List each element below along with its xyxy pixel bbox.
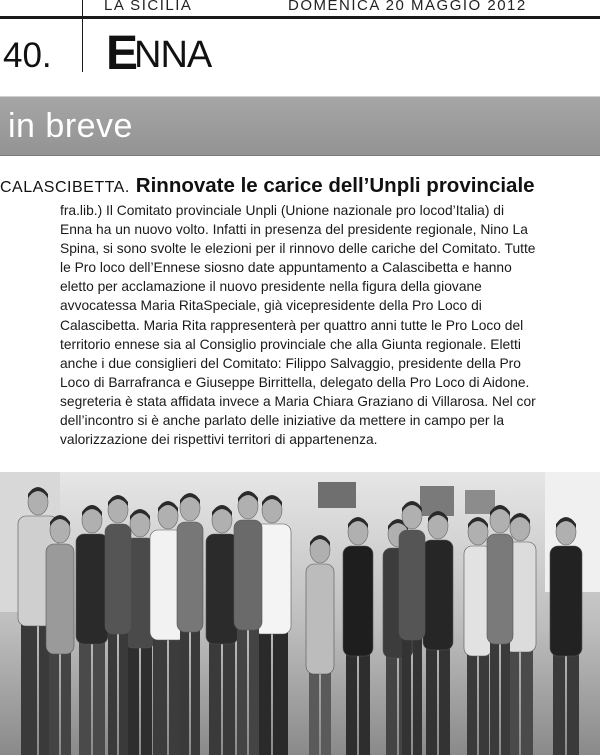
body-line: territorio ennese sia al Consiglio provinciale che alla Giunta regionale. Eletti <box>60 336 521 352</box>
banner-label: in breve <box>8 107 133 145</box>
masthead-rule <box>0 16 600 19</box>
group-photo-image <box>0 472 600 755</box>
body-line: Calascibetta. Maria Rita rappresenterà per quattro anni tutte le Pro Loco del <box>60 317 524 333</box>
newspaper-name: LA SICILIA <box>104 0 193 14</box>
page-number: 40. <box>3 36 52 75</box>
body-line: avvocatessa Maria RitaSpeciale, già vicepresidente della Pro Loco di <box>60 298 482 314</box>
masthead-divider <box>82 0 83 72</box>
section-rest: NNA <box>134 34 212 76</box>
issue-date: DOMENICA 20 MAGGIO 2012 <box>288 0 527 14</box>
section-title <box>106 26 211 81</box>
body-line: anche i due consiglieri del Comitato: Filippo Salvaggio, presidente della Pro <box>60 355 521 371</box>
body-line: eletto per acclamazione il nuovo presidente nella figura della giovane <box>60 279 482 295</box>
article-kicker: CALASCIBETTA. <box>0 179 130 196</box>
body-line: Spina, si sono svolte le elezioni per il rinnovo delle cariche del Comitato. Tutte <box>60 241 536 257</box>
body-line: Enna ha un nuovo volto. Infatti in presenza del presidente regionale, Nino La <box>60 222 528 238</box>
article-headline <box>0 174 600 198</box>
body-line: dell’incontro si è anche parlato delle iniziative da mettere in campo per la <box>60 413 505 429</box>
body-line: segreteria è stata affidata invece a Maria Chiara Graziano di Villarosa. Nel cor <box>60 393 536 409</box>
body-line: fra.lib.) Il Comitato provinciale Unpli (Unione nazionale pro locod’Italia) di <box>60 203 505 218</box>
in-breve-banner <box>0 96 600 156</box>
group-photo <box>0 472 600 755</box>
section-initial: E <box>106 27 135 80</box>
body-line: Loco di Barrafranca e Giuseppe Birrittella, delegato della Pro Loco di Aidone. <box>60 374 530 390</box>
body-line: valorizzazione dei rispettivi territori di appartenenza. <box>60 432 378 448</box>
article-body <box>60 201 600 461</box>
body-line: le Pro loco dell’Ennese siosno date appuntamento a Calascibetta e hanno <box>60 260 512 276</box>
article-title: Rinnovate le carice dell’Unpli provinciale <box>135 174 535 197</box>
